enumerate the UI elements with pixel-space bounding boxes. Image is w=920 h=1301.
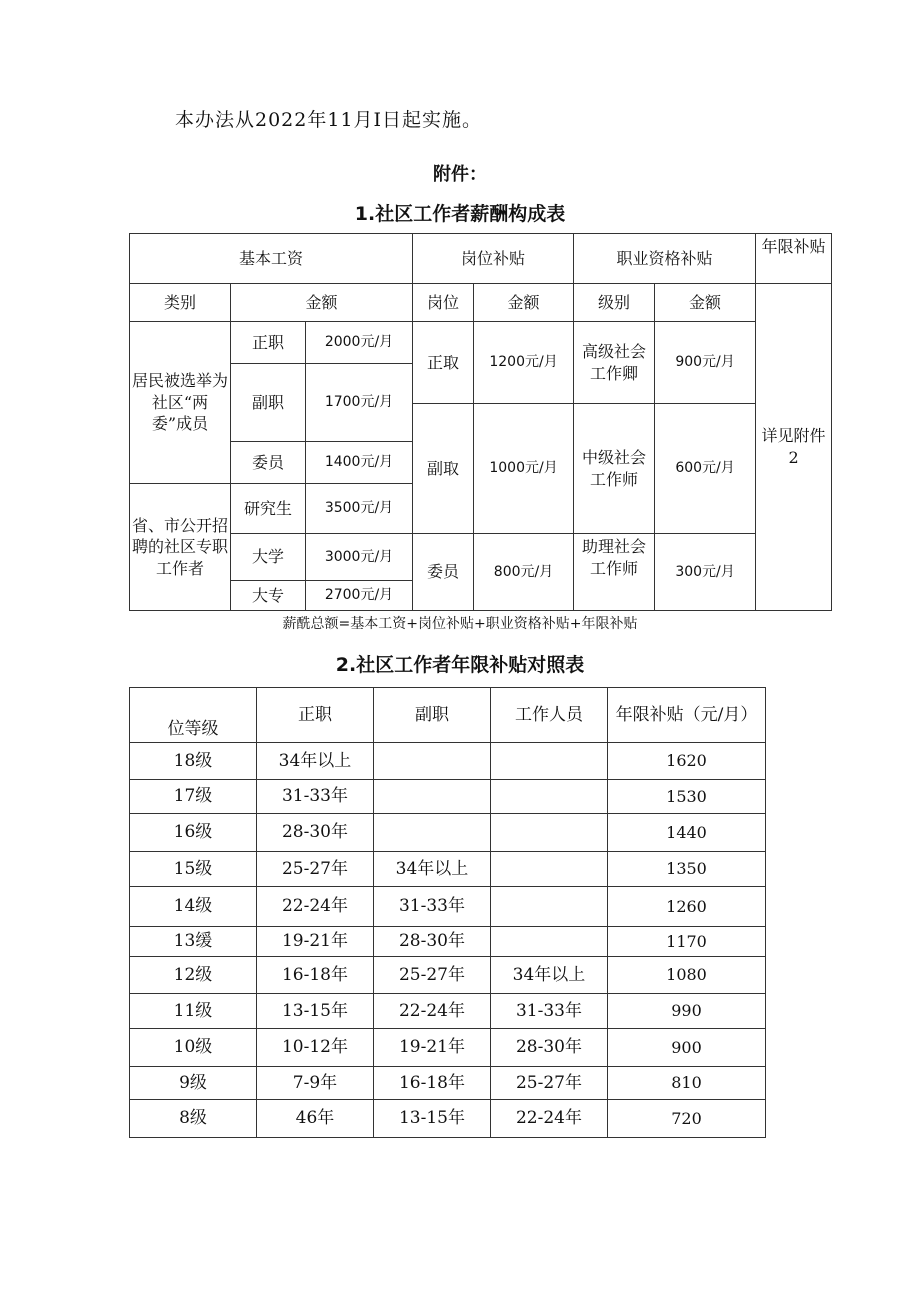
table-row [130, 927, 766, 957]
post-amount: 1200元/月 [474, 322, 574, 404]
salary-structure-table [129, 233, 832, 611]
subhead-basic-amount: 金额 [231, 284, 413, 322]
principal-years-cell: 16-18年 [257, 957, 374, 994]
header-principal: 正职 [257, 688, 374, 743]
group-qualification-allowance: 职业资格补贴 [574, 234, 756, 284]
table-row [130, 1067, 766, 1100]
deputy-years-cell: 13-15年 [374, 1100, 491, 1138]
group-years-allowance: 年限补贴 [756, 234, 832, 284]
deputy-years-cell [374, 814, 491, 852]
grade-cell: 11级 [130, 994, 257, 1029]
rank-amount: 3500元/月 [306, 484, 413, 534]
staff-years-cell [491, 743, 608, 780]
deputy-years-cell: 28-30年 [374, 927, 491, 957]
principal-years-cell: 22-24年 [257, 887, 374, 927]
grade-cell: 10级 [130, 1029, 257, 1067]
allowance-amount-cell: 1530 [608, 780, 766, 814]
header-deputy: 副职 [374, 688, 491, 743]
staff-years-cell: 28-30年 [491, 1029, 608, 1067]
grade-cell: 8级 [130, 1100, 257, 1138]
staff-years-cell [491, 780, 608, 814]
table-row [130, 852, 766, 887]
deputy-years-cell: 22-24年 [374, 994, 491, 1029]
principal-years-cell: 7-9年 [257, 1067, 374, 1100]
rank-name: 委员 [231, 442, 306, 484]
allowance-amount-cell: 1350 [608, 852, 766, 887]
table-row [130, 780, 766, 814]
years-note-cell: 详见附件2 [756, 284, 832, 611]
staff-years-cell [491, 927, 608, 957]
rank-amount: 3000元/月 [306, 534, 413, 581]
category-elected-members: 居民被选举为社区“两委”成员 [130, 322, 231, 484]
allowance-amount-cell: 1440 [608, 814, 766, 852]
qual-amount: 300元/月 [655, 534, 756, 611]
post-amount: 800元/月 [474, 534, 574, 611]
allowance-amount-cell: 1170 [608, 927, 766, 957]
deputy-years-cell: 19-21年 [374, 1029, 491, 1067]
staff-years-cell [491, 814, 608, 852]
years-allowance-table [129, 687, 766, 1138]
allowance-amount-cell: 990 [608, 994, 766, 1029]
table-row [130, 1029, 766, 1067]
table-row [130, 1100, 766, 1138]
grade-cell: 13缓 [130, 927, 257, 957]
principal-years-cell: 25-27年 [257, 852, 374, 887]
intro-paragraph: 本办法从2022年11月I日起实施。 [175, 109, 483, 131]
attachment-label: 附件： [433, 164, 487, 185]
post-name: 正取 [413, 322, 474, 404]
rank-amount: 1400元/月 [306, 442, 413, 484]
allowance-amount-cell: 1620 [608, 743, 766, 780]
staff-years-cell: 25-27年 [491, 1067, 608, 1100]
deputy-years-cell: 34年以上 [374, 852, 491, 887]
subhead-post-amount: 金额 [474, 284, 574, 322]
table-row [130, 994, 766, 1029]
qual-amount: 900元/月 [655, 322, 756, 404]
grade-cell: 12级 [130, 957, 257, 994]
table-row [130, 957, 766, 994]
qual-name: 中级社会工作师 [574, 404, 655, 534]
allowance-amount-cell: 1080 [608, 957, 766, 994]
principal-years-cell: 19-21年 [257, 927, 374, 957]
table-row [130, 887, 766, 927]
header-grade: 位等级 [130, 688, 257, 743]
deputy-years-cell [374, 743, 491, 780]
qual-amount: 600元/月 [655, 404, 756, 534]
header-staff: 工作人员 [491, 688, 608, 743]
principal-years-cell: 31-33年 [257, 780, 374, 814]
rank-name: 副职 [231, 364, 306, 442]
rank-amount: 1700元/月 [306, 364, 413, 442]
staff-years-cell: 34年以上 [491, 957, 608, 994]
qual-name: 助理社会工作师 [574, 534, 655, 611]
principal-years-cell: 13-15年 [257, 994, 374, 1029]
principal-years-cell: 28-30年 [257, 814, 374, 852]
staff-years-cell [491, 887, 608, 927]
allowance-amount-cell: 1260 [608, 887, 766, 927]
subhead-post: 岗位 [413, 284, 474, 322]
deputy-years-cell [374, 780, 491, 814]
rank-amount: 2700元/月 [306, 581, 413, 611]
table1-title: 1.社区工作者薪酬构成表 [354, 203, 566, 225]
grade-cell: 9级 [130, 1067, 257, 1100]
post-amount: 1000元/月 [474, 404, 574, 534]
principal-years-cell: 46年 [257, 1100, 374, 1138]
table-row [130, 743, 766, 780]
allowance-amount-cell: 900 [608, 1029, 766, 1067]
group-basic-salary: 基本工资 [130, 234, 413, 284]
group-post-allowance: 岗位补贴 [413, 234, 574, 284]
staff-years-cell: 31-33年 [491, 994, 608, 1029]
rank-name: 正职 [231, 322, 306, 364]
category-recruited-workers: 省、市公开招聘的社区专职工作者 [130, 484, 231, 611]
post-name: 委员 [413, 534, 474, 611]
qual-name: 高级社会工作卿 [574, 322, 655, 404]
subhead-level: 级别 [574, 284, 655, 322]
principal-years-cell: 10-12年 [257, 1029, 374, 1067]
principal-years-cell: 34年以上 [257, 743, 374, 780]
table2-title: 2.社区工作者年限补贴对照表 [335, 654, 585, 676]
deputy-years-cell: 31-33年 [374, 887, 491, 927]
rank-name: 大学 [231, 534, 306, 581]
subhead-qual-amount: 金额 [655, 284, 756, 322]
header-allowance: 年限补贴（元/月） [608, 688, 766, 743]
grade-cell: 18级 [130, 743, 257, 780]
staff-years-cell: 22-24年 [491, 1100, 608, 1138]
rank-amount: 2000元/月 [306, 322, 413, 364]
allowance-amount-cell: 810 [608, 1067, 766, 1100]
staff-years-cell [491, 852, 608, 887]
grade-cell: 14级 [130, 887, 257, 927]
allowance-amount-cell: 720 [608, 1100, 766, 1138]
rank-name: 大专 [231, 581, 306, 611]
rank-name: 研究生 [231, 484, 306, 534]
grade-cell: 17级 [130, 780, 257, 814]
table-row [130, 814, 766, 852]
grade-cell: 16级 [130, 814, 257, 852]
deputy-years-cell: 25-27年 [374, 957, 491, 994]
post-name: 副取 [413, 404, 474, 534]
subhead-category: 类别 [130, 284, 231, 322]
grade-cell: 15级 [130, 852, 257, 887]
salary-formula: 薪酰总额=基本工资+岗位补贴+职业资格补贴+年限补贴 [282, 616, 638, 632]
deputy-years-cell: 16-18年 [374, 1067, 491, 1100]
